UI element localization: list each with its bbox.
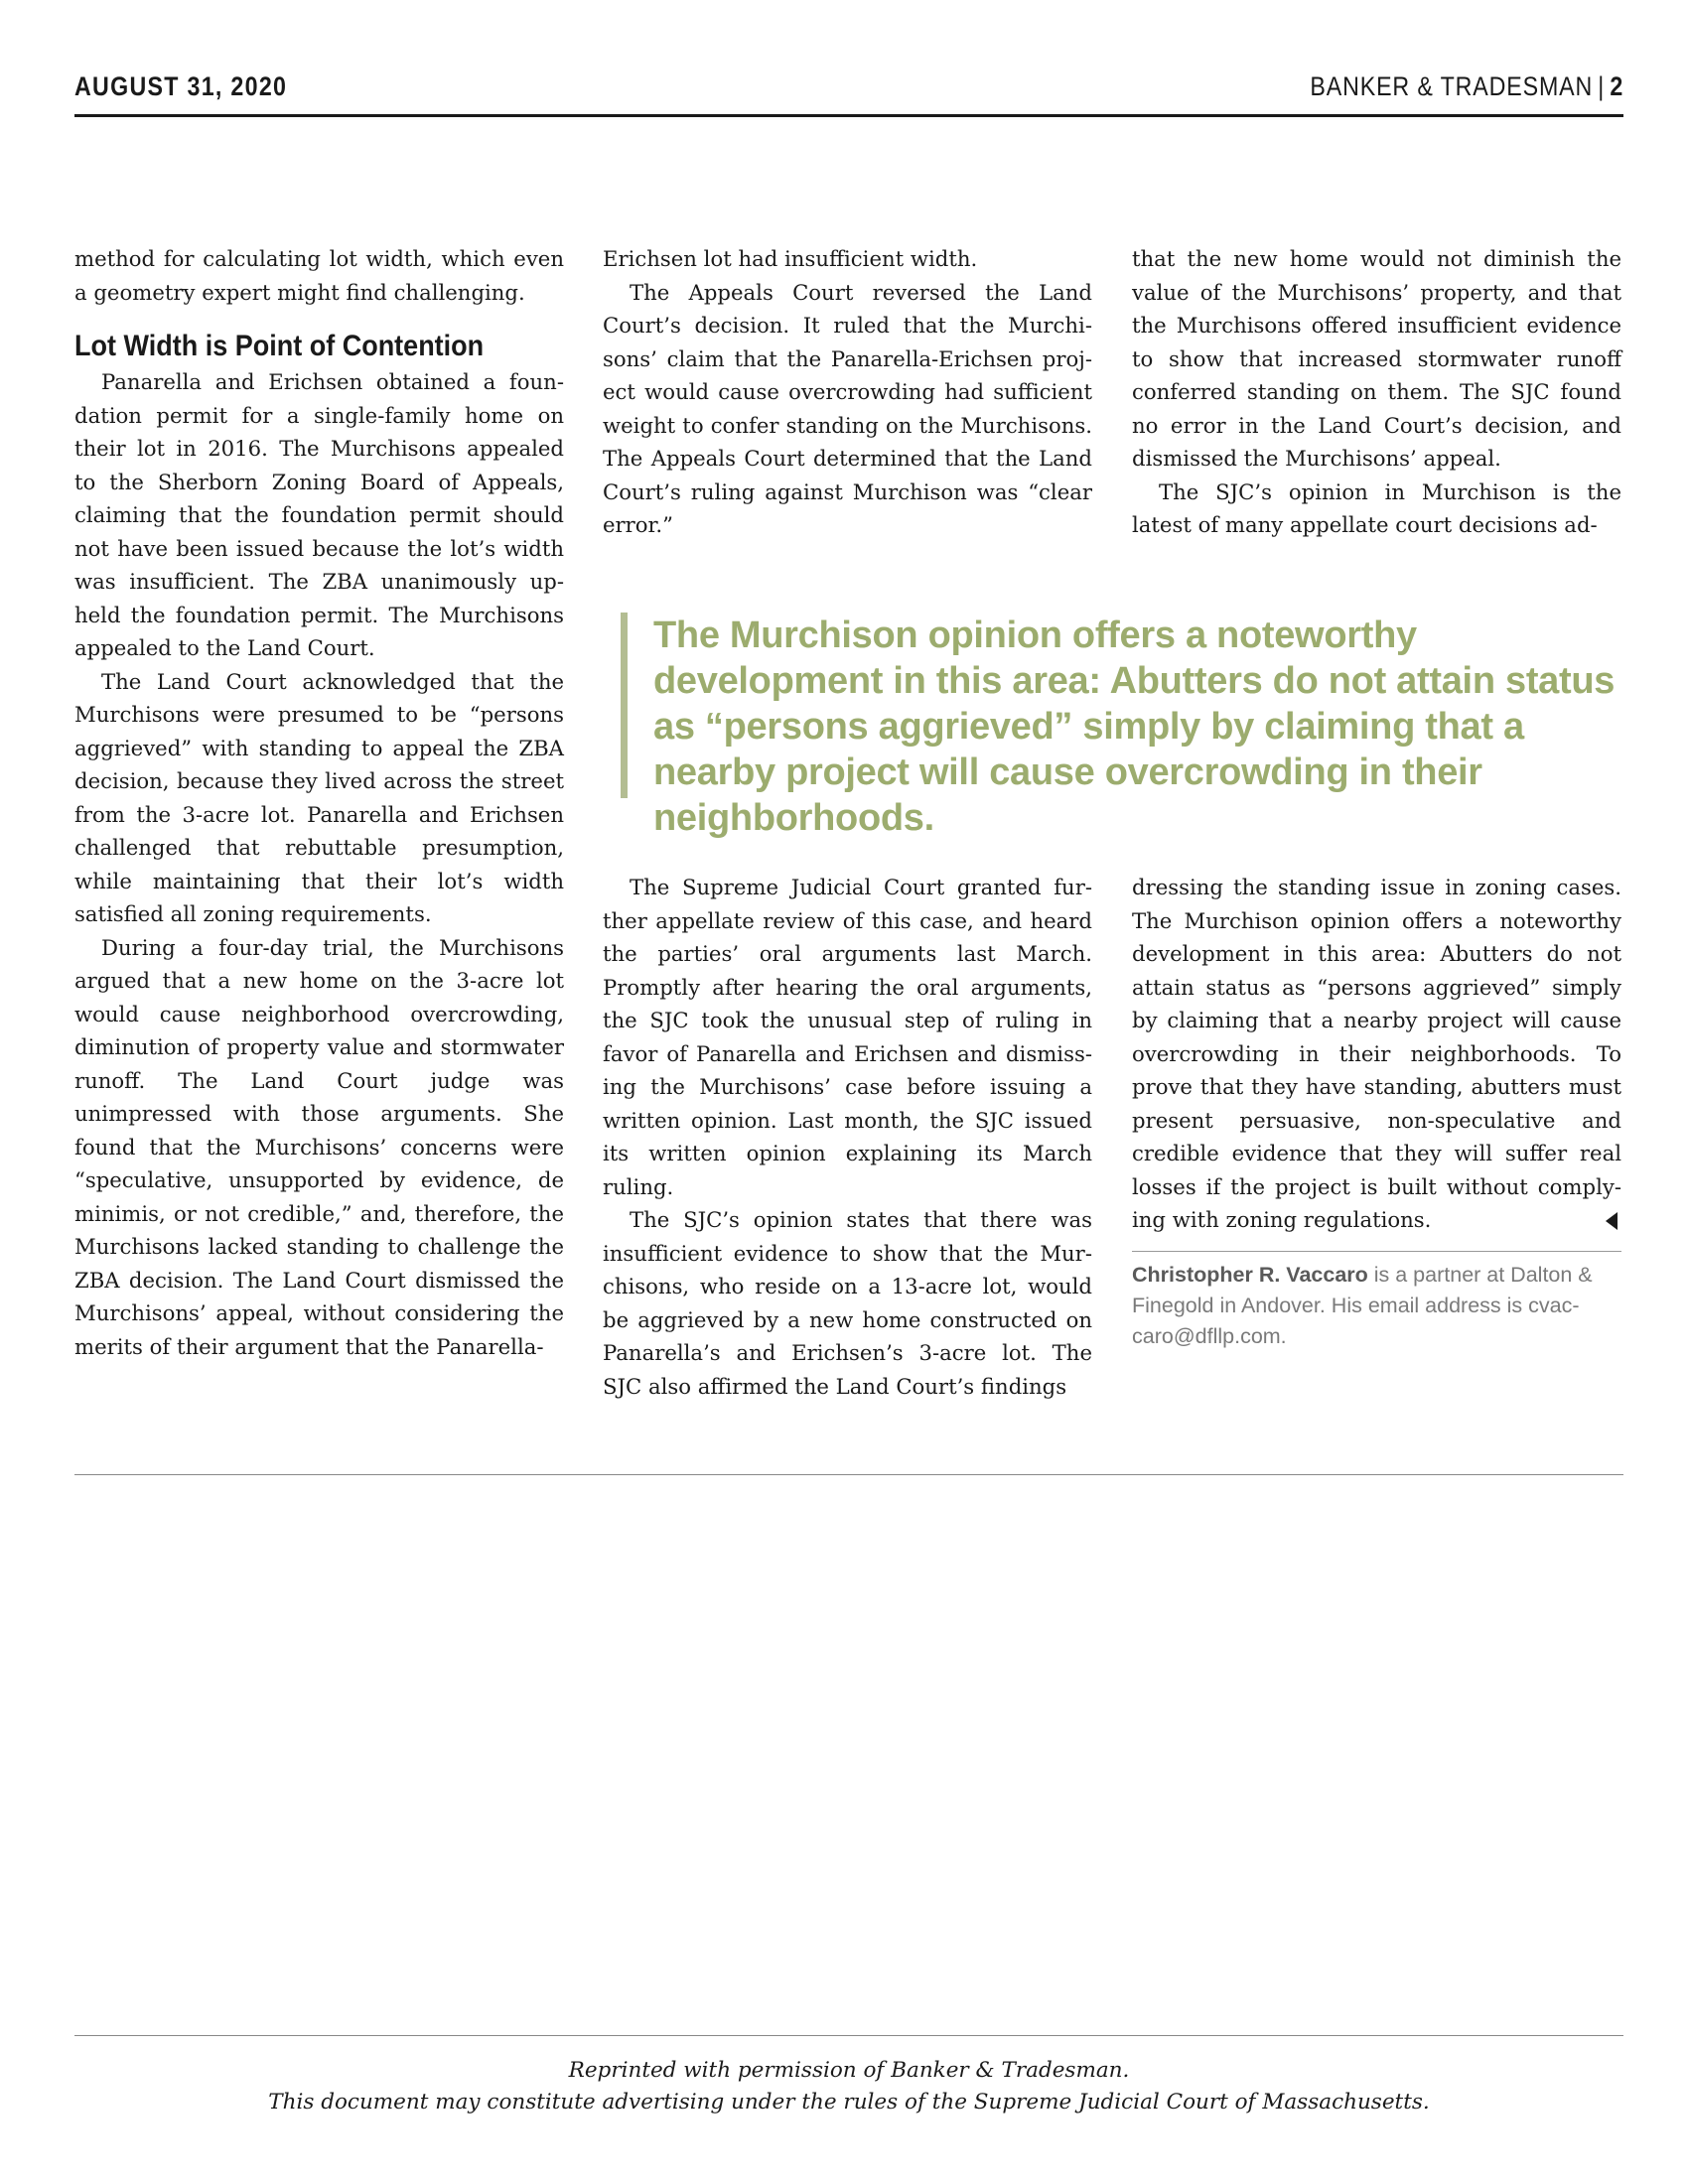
paragraph: The SJC’s opinion states that there was insufficient evidence to show that the Murchisons, who reside on a 13-acre lot, would be aggrieved by a new home constructed on Panarella’s and Erichsen’s 3-acre lot. The SJC also affirmed the Land Court’s findings <box>603 1207 1092 1399</box>
paragraph: The Land Court acknowledged that the Murchisons were presumed to be “persons aggrieved” with standing to appeal the ZBA decision, because they lived across the street from the 3-acre lot. Panarella and Erichsen challenged that rebuttable presumption, while maintaining that their lot’s width satisfied all zoning requirements. <box>74 668 564 926</box>
paragraph: The Appeals Court reversed the Land Court’s decision. It ruled that the Murchisons’ claim that the Panarella-Erichsen project would cause overcrowding had sufficient weight to confer standing on the Murchisons. The Appeals Court determined that the Land Court’s ruling against Murchison was “clear error.” <box>603 279 1092 537</box>
article-column-1 <box>74 242 564 1363</box>
paragraph: method for calculating lot width, which even a geometry expert might find challenging. <box>74 246 564 305</box>
issue-date: AUGUST 31, 2020 <box>74 71 288 101</box>
content-divider <box>74 1474 1623 1475</box>
publication-title: BANKER & TRADESMAN <box>1310 71 1593 101</box>
paragraph: During a four-day trial, the Murchisons argued that a new home on the 3-acre lot would cause neighborhood overcrowding, diminution of property value and stormwater runoff. The Land Court judge was unimpressed with those arguments. She found that the Murchisons’ concerns were “speculative, unsupported by evidence, de minimis, or not credible,” and, therefore, the Murchisons lacked standing to challenge the ZBA decision. The Land Court dismissed the Murchisons’ appeal, without considering the merits of their argument that the Panarella- <box>74 934 564 1359</box>
article-column-2-lower <box>603 871 1092 1403</box>
paragraph: Erichsen lot had insufficient width. <box>603 246 978 271</box>
paragraph: The SJC’s opinion in Murchison is the latest of many appellate court decisions ad- <box>1132 478 1621 537</box>
bio-divider <box>1132 1251 1621 1252</box>
page-footer <box>74 2055 1623 2118</box>
end-of-article-icon <box>1606 1212 1618 1230</box>
article-column-2 <box>603 242 1092 542</box>
advertising-disclaimer: This document may constitute advertising under the rules of the Supreme Judicial Court of Massachusetts. <box>268 2090 1430 2115</box>
author-bio <box>1132 1260 1621 1352</box>
paragraph: Panarella and Erichsen obtained a foundation permit for a single-family home on their lot in 2016. The Murchisons appealed to the Sherborn Zoning Board of Appeals, claiming that the foundation permit should not have been issued because the lot’s width was insufficient. The ZBA unanimously upheld the foundation permit. The Murchisons appealed to the Land Court. <box>74 369 564 660</box>
paragraph: The Supreme Judicial Court granted further appellate review of this case, and heard the parties’ oral arguments last March. Promptly after hearing the oral arguments, the SJC took the unusual step of ruling in favor of Panarella and Erichsen and dismissing the Murchisons’ case before issuing a written opinion. Last month, the SJC issued its written opinion explaining its March ruling. <box>603 875 1092 1199</box>
reprint-notice: Reprinted with permission of Banker & Tradesman. <box>568 2058 1130 2083</box>
paragraph: that the new home would not diminish the value of the Murchisons’ property, and that the Murchisons offered insufficient evidence to show that increased stormwater runoff conferred standing on them. The SJC found no error in the Land Court’s decision, and dismissed the Murchisons’ appeal. <box>1132 246 1621 471</box>
paragraph-ending <box>1132 871 1621 1237</box>
article-column-3 <box>1132 242 1621 542</box>
publication-name <box>1310 71 1623 102</box>
author-bio-text: is a partner at Dalton & Finegold in Andover. His email address is cvaccaro@dfllp.com. <box>1132 1262 1593 1348</box>
page-number: 2 <box>1610 71 1623 101</box>
pull-quote: The Murchison opinion offers a noteworthy development in this area: Abutters do not attain status as “persons aggrieved” simply by claiming that a nearby project will cause overcrowding in their neighborhoods. <box>621 613 1623 798</box>
footer-divider <box>74 2035 1623 2036</box>
header-separator: | <box>1598 71 1606 101</box>
author-name: Christopher R. Vaccaro <box>1132 1262 1368 1287</box>
section-subhead: Lot Width is Point of Contention <box>74 330 485 362</box>
paragraph-text: dressing the standing issue in zoning cases. The Murchison opinion offers a noteworthy development in this area: Abutters do not attain status as “persons aggrieved” simply by claiming that a nearby project will cause overcrowding in their neighborhoods. To prove that they have standing, abutters must present persuasive, non-speculative and credible evidence that they will suffer real losses if the project is built without complying with zoning regulations. <box>1132 875 1621 1232</box>
page-header <box>74 69 1623 117</box>
article-column-3-lower <box>1132 871 1621 1352</box>
